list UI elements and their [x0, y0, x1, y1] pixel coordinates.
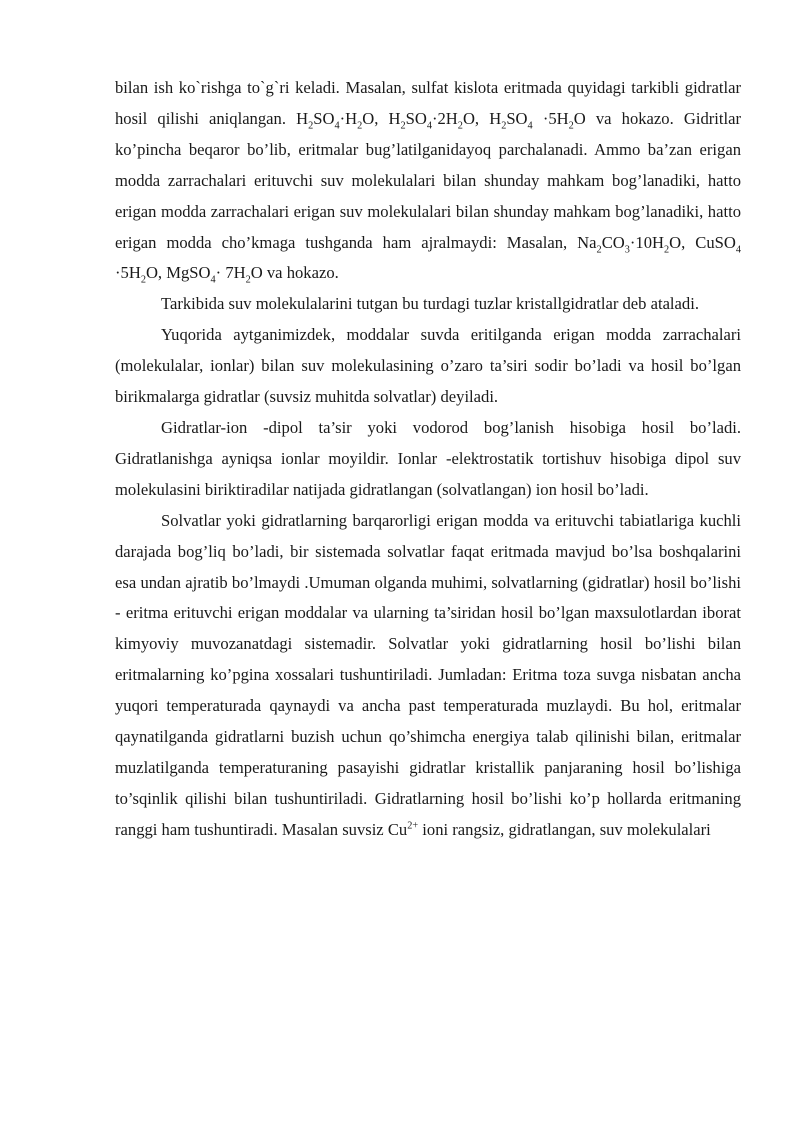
- paragraph-5: Solvatlar yoki gidratlarning barqarorligi erigan modda va erituvchi tabiatlariga kuchli darajada bog’liq bo’ladi, bir sistemada solvatlar faqat eritmada mavjud bo’lsa boshqalarini esa undan ajratib bo’lmaydi .Umuman olganda muhimi, solvatlarning (gidratlar) hosil bo’lishi - eritma erituvchi erigan moddalar va ularning ta’siridan hosil bo’lgan maxsulotlardan iborat kimyoviy muvozanatdagi sistemadir. Solvatlar yoki gidratlarning hosil bo’lishi bilan eritmalarning ko’pgina xossalari tushuntiriladi. Jumladan: Eritma toza suvga nisbatan ancha yuqori temperaturada qaynaydi va ancha past temperaturada muzlaydi. Bu hol, eritmalar qaynatilganda gidratlarni buzish uchun qo’shimcha energiya talab qilinishi bilan, eritmalar muzlatilganda temperaturaning pasayishi gidratlar kristallik panjaraning hosil bo’lishiga to’sqinlik qilishi bilan tushuntiriladi. Gidratlarning hosil bo’lishi ko’p hollarda eritmaning ranggi ham tushuntiradi. Masalan suvsiz $Cu^{2+}$ ioni rangsiz, gidratlangan, suv molekulalari: [115, 510, 741, 839]
- document-page: [115, 73, 741, 846]
- paragraph-4: Gidratlar-ion -dipol ta’sir yoki vodorod bog’lanish hisobiga hosil bo’ladi. Gidratlanishga ayniqsa ionlar moyildir. Ionlar -elektrostatik tortishuv hisobiga dipol suv molekulasini biriktiradilar natijada gidratlangan (solvatlangan) ion hosil bo’ladi.: [115, 417, 741, 499]
- paragraph-3: Yuqorida aytganimizdek, moddalar suvda eritilganda erigan modda zarrachalari (molekulalar, ionlar) bilan suv molekulasining o’zaro ta’siri sodir bo’ladi va hosil bo’lgan birikmalarga gidratlar (suvsiz muhitda solvatlar) deyiladi.: [115, 325, 741, 407]
- document-body: [115, 73, 741, 846]
- paragraph-1: bilan ish ko`rishga to`g`ri keladi. Masalan, sulfat kislota eritmada quyidagi tarkibli gidratlar hosil qilishi aniqlangan. $H_2SO_4\cdot H_2O$, $H_2SO_4\cdot 2H_2O$, $H_2SO_4 \cdot 5H_2O$ va hokazo. Gidritlar ko’pincha beqaror bo’lib, eritmalar bug’latilganidayoq parchalanadi. Ammo ba’zan erigan modda zarrachalari erituvchi suv molekulalari bilan shunday mahkam bog’lanadiki, hatto erigan modda zarrachalari erigan suv molekulalari bilan shunday mahkam bog’lanadiki, hatto erigan modda cho’kmaga tushganda ham ajralmaydi: Masalan, $Na_2CO_3\cdot 10H_2O$, CuSO$_4$ $\cdot 5H_2O$, MgSO$_4$· $7H_2O$ va hokazo.: [115, 78, 741, 286]
- paragraph-2: Tarkibida suv molekulalarini tutgan bu turdagi tuzlar kristallgidratlar deb ataladi.: [161, 294, 699, 314]
